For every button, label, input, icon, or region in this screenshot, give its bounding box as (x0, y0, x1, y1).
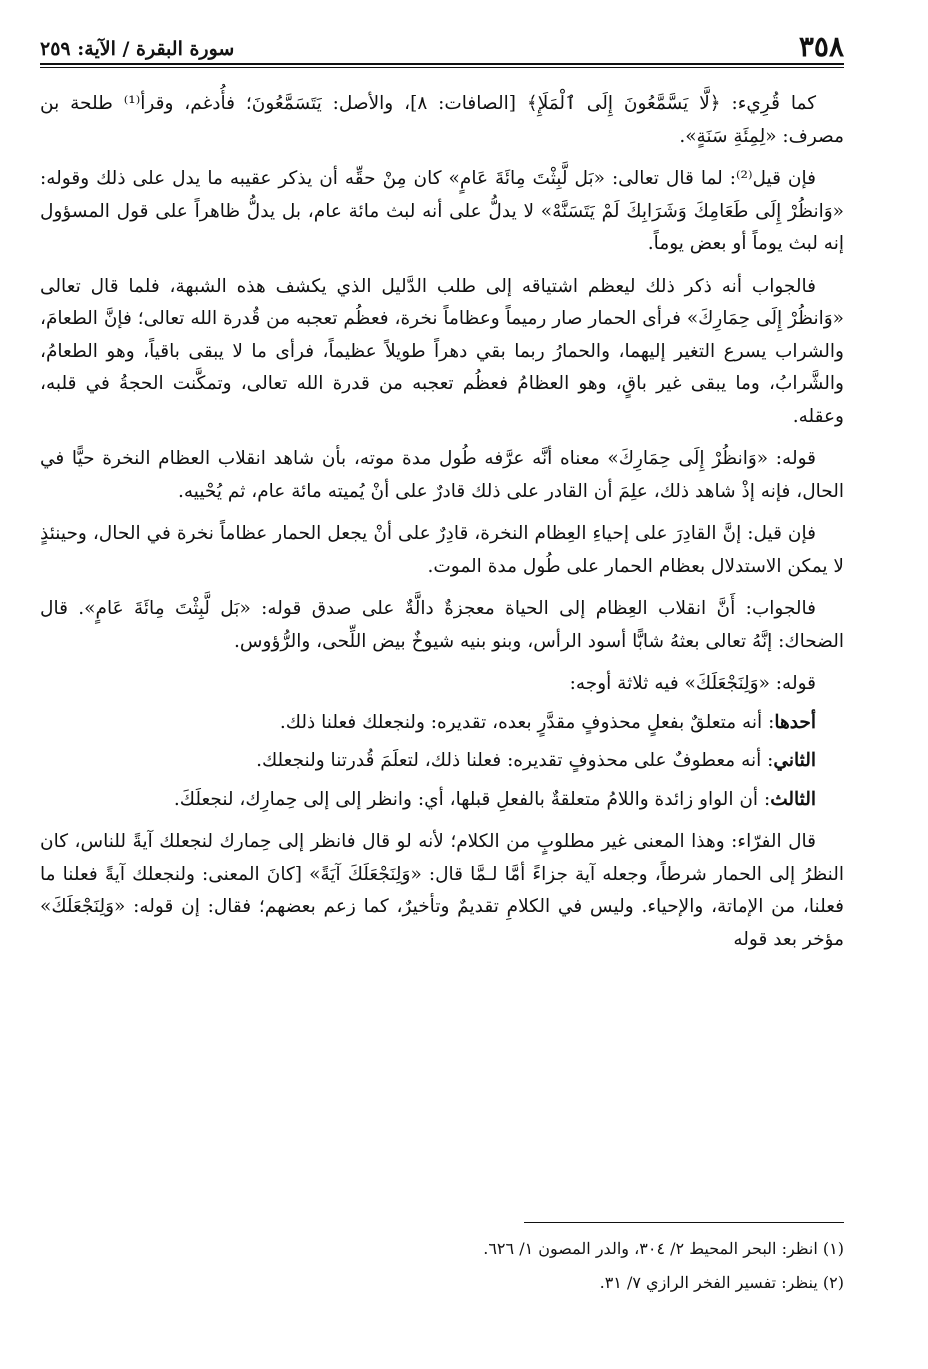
footnote-rule (524, 1222, 844, 1223)
footnotes (40, 1232, 844, 1300)
paragraph-objection-1: فإن قيل⁽²⁾: لما قال تعالى: «بَل لَّبِثْتَ مِائَةَ عَامٍ» كان مِنْ حقِّه أن يذكر عقيبه ما يدل على ذلك وقوله: «وَانظُرْ إِلَى طَعَامِكَ وَشَرَابِكَ لَمْ يَتَسَنَّهْ» لا يدلُّ على أنه لبث مائة عام، بل يدلُّ ظاهراً على قول المسؤول إنه لبث يوماً أو بعض يوماً. (40, 168, 844, 254)
aspect-label: أحدها (774, 711, 816, 733)
paragraph-answer-2: فالجواب: أَنَّ انقلاب العِظام إلى الحياة معجزةٌ دالَّةٌ على صدق قوله: «بَل لَّبِثْتَ مِائَةَ عَامٍ». قال الضحاك: إنَّهُ تعالى بعثهُ شابًّا أسود الرأس، وبنو بنيه شيوخٌ بيض اللِّحى، والرُّؤوس. (40, 598, 844, 652)
header-rule-thin (40, 67, 844, 68)
main-text (40, 88, 844, 966)
page-number: ٣٥٨ (798, 30, 844, 63)
aspect-text: : أن الواو زائدة واللامُ متعلقةٌ بالفعلِ قبلها، أي: وانظر إلى إلى حِمارِك، لنجعلَكَ. (173, 788, 771, 810)
paragraph-qira-at: كما قُرِيء: ﴿لَّا يَسَّمَّعُونَ إِلَى ٱلْمَلَإِ﴾ [الصافات: ٨]، والأصل: يَتَسَمَّعُونَ؛ فأُدغم، وقرأ⁽¹⁾ طلحة بن مصرف: «لِمِئَةِ سَنَةٍ». (40, 93, 844, 147)
aspect-text: : أنه معطوفٌ على محذوفٍ تقديره: فعلنا ذلك، لتعلَمَ قُدرتنا ولنجعلك. (256, 750, 774, 771)
page-header (40, 30, 844, 70)
aspect-third (40, 784, 844, 817)
paragraph-farra: قال الفرّاء: وهذا المعنى غير مطلوبٍ من الكلام؛ لأنه لو قال فانظر إلى حِمارك لنجعلك آيةً للناس، كان النظرُ إلى الحمار شرطاً، وجعله آية جزاءً أمَّا لـمَّا قال: «وَلِنَجْعَلَكَ آيَةً» [كانَ المعنى: ولنجعلك آيةً فعلنا ما فعلنا، من الإماتة، والإحياء. وليس في الكلامِ تقديمٌ وتأخيرٌ، كما زعم بعضهم؛ فقال: إن قوله: «وَلِنَجْعَلَكَ» مؤخر بعد قوله (40, 831, 844, 950)
aspect-label: الثاني (773, 750, 816, 771)
aspect-label: الثالث (770, 788, 816, 810)
footnote-1: (١) انظر: البحر المحيط ٢/ ٣٠٤، والدر المصون ١/ ٦٢٦. (483, 1239, 844, 1258)
paragraph-look-at-donkey: قوله: «وَانظُرْ إِلَى حِمَارِكَ» معناه أنَّه عرَّفه طُول مدة موته، بأن شاهد انقلاب العظام النخرة حيًّا في الحال، فإنه إذْ شاهد ذلك، علِمَ أن القادر على ذلك قادرٌ على أنْ يُميته مائة عام، ثم يُحْييه. (40, 448, 844, 502)
aspect-second (40, 745, 844, 778)
aspect-first (40, 707, 844, 740)
aspect-text: : أنه متعلقٌ بفعلٍ محذوفٍ مقدَّرٍ بعده، تقديره: ولنجعلك فعلنا ذلك. (279, 711, 775, 733)
footnote-2: (٢) ينظر: تفسير الفخر الرازي ٧/ ٣١. (599, 1273, 844, 1292)
header-rule (40, 63, 844, 65)
running-title: سورة البقرة / الآية: ٢٥٩ (40, 38, 235, 60)
paragraph-three-aspects: قوله: «وَلِنَجْعَلَكَ» فيه ثلاثة أوجه: (569, 673, 816, 694)
paragraph-answer-1: فالجواب أنه ذكر ذلك ليعظم اشتياقه إلى طلب الدَّليل الذي يكشف هذه الشبهة، فلما قال تعالى «وَانظُرْ إِلَى حِمَارِكَ» فرأى الحمار صار رميماً وعظاماً نخرة، فعظُم تعجبه من قُدرة الله تعالى؛ فإنَّ الطعامَ، والشراب يسرع التغير إليهما، والحمارُ ربما بقي دهراً طويلاً عظيماً، فرأى ما لا يبقى باقياً، وهو الطعامُ، والشَّرابُ، وما يبقى غير باقٍ، وهو العظامُ فعظُم تعجبه من قدرة الله تعالى، وتمكَّنت الحجةُ في قلبه، وعقله. (40, 275, 844, 427)
paragraph-objection-2: فإن قيل: إنَّ القادِرَ على إحياءِ العِظام النخرة، قادِرٌ على أنْ يجعل الحمار عظاماً نخرة في الحال، وحينئذٍ لا يمكن الاستدلال بعظام الحمار على طُول مدة الموت. (40, 523, 844, 577)
